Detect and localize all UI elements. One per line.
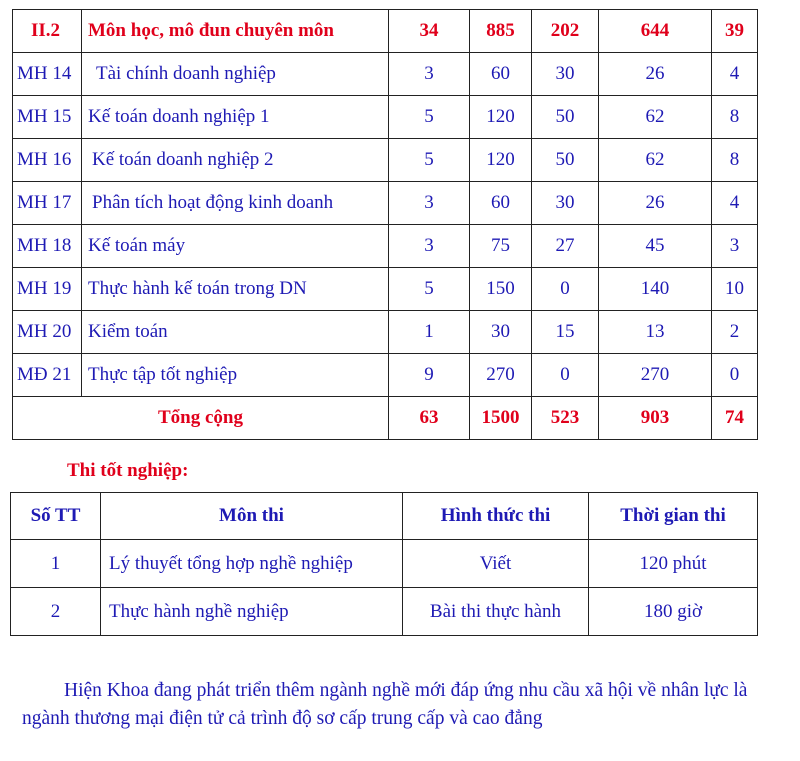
course-name: Kiểm toán (82, 311, 389, 354)
exam-subject: Lý thuyết tổng hợp nghề nghiệp (101, 540, 403, 588)
course-value: 30 (532, 53, 599, 96)
course-value: 30 (532, 182, 599, 225)
course-code: MĐ 21 (13, 354, 82, 397)
section-row (13, 10, 758, 53)
exam-time: 120 phút (589, 540, 758, 588)
course-value: 26 (599, 182, 712, 225)
course-value: 150 (470, 268, 532, 311)
total-value: 74 (712, 397, 758, 440)
course-value: 60 (470, 182, 532, 225)
total-row (13, 397, 758, 440)
course-name: Thực hành kế toán trong DN (82, 268, 389, 311)
section-code: II.2 (13, 10, 82, 53)
exam-row (11, 588, 758, 636)
course-value: 10 (712, 268, 758, 311)
course-name: Tài chính doanh nghiệp (82, 53, 389, 96)
course-name: Kế toán doanh nghiệp 1 (82, 96, 389, 139)
course-value: 8 (712, 139, 758, 182)
total-value: 903 (599, 397, 712, 440)
exam-header-row (11, 493, 758, 540)
course-name: Kế toán máy (82, 225, 389, 268)
course-value: 50 (532, 96, 599, 139)
course-value: 60 (470, 53, 532, 96)
course-value: 2 (712, 311, 758, 354)
exam-no: 1 (11, 540, 101, 588)
course-name: Phân tích hoạt động kinh doanh (82, 182, 389, 225)
exam-form: Bài thi thực hành (403, 588, 589, 636)
course-name: Kế toán doanh nghiệp 2 (82, 139, 389, 182)
course-value: 0 (532, 354, 599, 397)
course-code: MH 17 (13, 182, 82, 225)
exam-table (10, 492, 758, 636)
section-value: 885 (470, 10, 532, 53)
course-value: 50 (532, 139, 599, 182)
course-code: MH 20 (13, 311, 82, 354)
course-name: Thực tập tốt nghiệp (82, 354, 389, 397)
exam-row (11, 540, 758, 588)
exam-form: Viết (403, 540, 589, 588)
course-value: 120 (470, 139, 532, 182)
note-paragraph: Hiện Khoa đang phát triển thêm ngành nghề mới đáp ứng nhu cầu xã hội về nhân lực là ngành thương mại điện tử cả trình độ sơ cấp trung cấp và cao đẳng (22, 680, 748, 729)
course-value: 13 (599, 311, 712, 354)
course-value: 5 (389, 268, 470, 311)
section-value: 34 (389, 10, 470, 53)
course-row (13, 53, 758, 96)
exam-header-no: Số TT (11, 493, 101, 540)
exam-header-subject: Môn thi (101, 493, 403, 540)
exam-header-time: Thời gian thi (589, 493, 758, 540)
course-value: 62 (599, 96, 712, 139)
course-code: MH 19 (13, 268, 82, 311)
course-value: 0 (532, 268, 599, 311)
course-value: 62 (599, 139, 712, 182)
course-row (13, 182, 758, 225)
course-value: 27 (532, 225, 599, 268)
course-code: MH 15 (13, 96, 82, 139)
course-value: 26 (599, 53, 712, 96)
course-value: 5 (389, 139, 470, 182)
section-value: 644 (599, 10, 712, 53)
course-row (13, 354, 758, 397)
section-value: 39 (712, 10, 758, 53)
course-value: 3 (389, 53, 470, 96)
course-row (13, 268, 758, 311)
course-value: 30 (470, 311, 532, 354)
course-value: 8 (712, 96, 758, 139)
curriculum-table (12, 9, 758, 440)
course-value: 4 (712, 182, 758, 225)
course-value: 3 (389, 182, 470, 225)
course-value: 0 (712, 354, 758, 397)
course-value: 9 (389, 354, 470, 397)
course-value: 3 (712, 225, 758, 268)
course-value: 140 (599, 268, 712, 311)
course-row (13, 311, 758, 354)
exam-no: 2 (11, 588, 101, 636)
course-row (13, 96, 758, 139)
course-code: MH 14 (13, 53, 82, 96)
course-value: 5 (389, 96, 470, 139)
total-value: 523 (532, 397, 599, 440)
course-value: 15 (532, 311, 599, 354)
total-label: Tổng cộng (13, 397, 389, 440)
exam-header-form: Hình thức thi (403, 493, 589, 540)
course-value: 3 (389, 225, 470, 268)
course-value: 45 (599, 225, 712, 268)
course-code: MH 16 (13, 139, 82, 182)
course-row (13, 225, 758, 268)
section-value: 202 (532, 10, 599, 53)
total-value: 63 (389, 397, 470, 440)
exam-heading: Thi tốt nghiệp: (67, 460, 189, 481)
course-value: 270 (599, 354, 712, 397)
exam-subject: Thực hành nghề nghiệp (101, 588, 403, 636)
total-value: 1500 (470, 397, 532, 440)
course-value: 75 (470, 225, 532, 268)
exam-time: 180 giờ (589, 588, 758, 636)
course-value: 120 (470, 96, 532, 139)
course-value: 1 (389, 311, 470, 354)
course-code: MH 18 (13, 225, 82, 268)
section-name: Môn học, mô đun chuyên môn (82, 10, 389, 53)
course-row (13, 139, 758, 182)
course-value: 270 (470, 354, 532, 397)
course-value: 4 (712, 53, 758, 96)
